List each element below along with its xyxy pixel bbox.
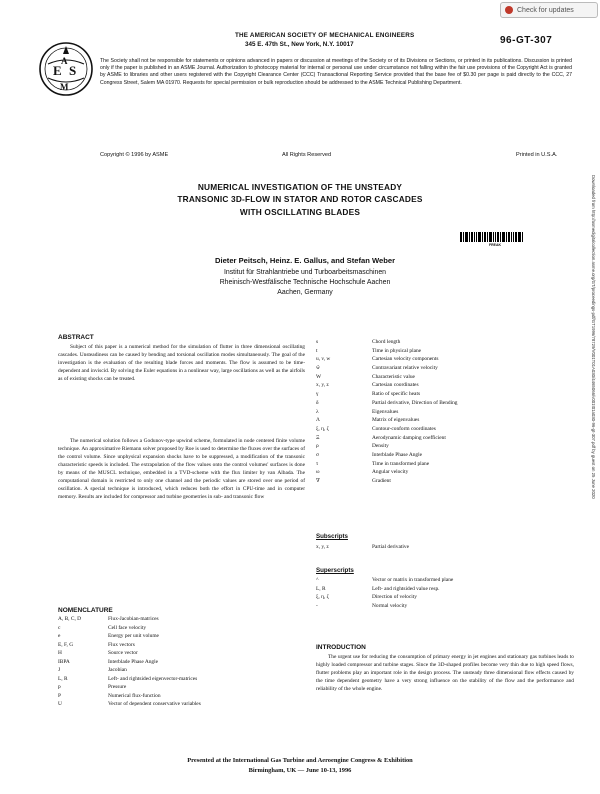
footer-line-1: Presented at the International Gas Turbine and Aeroengine Congress & Exhibition <box>187 757 413 764</box>
symbol: p <box>58 684 61 690</box>
symbol: Λ <box>316 417 320 424</box>
copyright: Copyright © 1996 by ASME <box>100 152 169 158</box>
symbol-row <box>316 416 566 425</box>
symbol-definition: Density <box>372 443 389 450</box>
symbol: ω <box>316 469 320 476</box>
conference-footer <box>100 756 500 775</box>
symbol-row <box>316 602 566 611</box>
symbol-definition: Ratio of specific heats <box>372 391 421 398</box>
symbol: t <box>316 347 318 354</box>
symbol-row <box>316 355 566 364</box>
svg-text:E: E <box>53 63 62 78</box>
symbol: x, y, z <box>316 544 329 550</box>
symbol-definition: Left- and rightsided eigenvector-matrices <box>108 675 198 682</box>
symbol-row <box>316 434 566 443</box>
symbol-definition: Interblade Phase Angle <box>108 658 158 665</box>
symbol-row <box>58 700 308 709</box>
nomenclature-heading: NOMENCLATURE <box>58 607 113 614</box>
disclaimer: The Society shall not be responsible for statements or opinions advanced in papers or discussion at meetings of the Society or of its Divisions or Sections, or printed in its publications. Discussion is printed only if the paper is published in an ASME Journal. Authorization to photocopy material for internal or personal use under circumstance not falling within the fair use provisions of the Copyright Act is granted by ASME to libraries and other users registered with the Copyright Clearance Center (CCC) Transactional Reporting Service provided that the base fee of $0.30 per page is paid directly to the CCC, 27 Congress Street, Salem MA 01970. Requests for special permission or bulk reproduction should be addressed to the ASME Technical Publishing Department. <box>100 58 572 86</box>
subscripts-heading: Subscripts <box>316 533 348 540</box>
symbol-row <box>58 675 308 684</box>
title-line-2: TRANSONIC 3D-FLOW IN STATOR AND ROTOR CASCADES <box>177 194 423 205</box>
download-notice: Downloaded from http://asmedigitalcollection.asme.org/GT/proceedings-pdf/GT1996/78729/V001T01A030/4465066/v001t01a030-96-gt-307.pdf by guest on 25 June 2020 <box>591 175 596 499</box>
symbol-definition: Partial derivative <box>372 544 409 550</box>
symbol-row <box>316 373 566 382</box>
symbol-definition: Contravariant relative velocity <box>372 365 438 372</box>
symbol: s <box>316 339 319 345</box>
symbol-definition: Time in transformed plane <box>372 460 430 467</box>
svg-text:M: M <box>60 82 69 92</box>
svg-text:S: S <box>69 63 77 78</box>
symbol-row <box>316 593 566 602</box>
symbol-definition: Interblade Phase Angle <box>372 451 422 458</box>
barcode <box>460 232 538 242</box>
symbol-definition: Flux vectors <box>108 641 135 648</box>
symbol-definition: Characteristic value <box>372 373 415 380</box>
affiliation <box>150 268 460 298</box>
abstract-heading: ABSTRACT <box>58 334 94 341</box>
symbol: Ξ <box>316 434 320 441</box>
subscripts-list <box>316 543 566 552</box>
symbol: τ <box>316 460 319 467</box>
symbol-row <box>316 408 566 417</box>
symbol: ξ, η, ζ <box>316 425 329 432</box>
symbol-definition: Normal velocity <box>372 603 408 610</box>
symbol-row <box>58 683 308 692</box>
org-address: 345 E. 47th St., New York, N.Y. 10017 <box>245 41 354 48</box>
symbol: w̃ <box>316 365 320 372</box>
symbol-definition: Vector or matrix in transformed plane <box>372 577 454 583</box>
symbol: c <box>58 624 61 631</box>
authors: Dieter Peitsch, Heinz. E. Gallus, and Stefan Weber <box>214 256 396 265</box>
symbol-row <box>316 543 566 552</box>
asme-logo <box>36 34 96 104</box>
symbol-definition: Eigenvalues <box>372 408 399 415</box>
org-name: THE AMERICAN SOCIETY OF MECHANICAL ENGINEERS <box>235 32 415 39</box>
footer-line-2: Birmingham, UK — June 10-13, 1996 <box>248 766 352 774</box>
symbol-row <box>58 641 308 650</box>
symbol-row <box>316 585 566 594</box>
symbol-row <box>58 649 308 658</box>
symbol: ξ, η, ζ <box>316 594 329 601</box>
symbol-row <box>58 632 308 641</box>
symbol: L, R <box>316 585 326 592</box>
abstract-paragraph-1: Subject of this paper is a numerical method for the simulation of flutter in three dimensional oscillating cascades. Unsteadiness can be caused by bending and torsional oscillation modes simultaneously. The goal of the investigation is the evaluation of the resulting blade forces and moments. The flow is assumed to be time-dependent and inviscid. By solving the Euler equations in a nonlinear way, large oscillations as well as the airfoils as of existing shocks can be treated. <box>58 344 305 382</box>
symbol-row <box>316 576 566 585</box>
symbol-row <box>316 468 566 477</box>
symbol-definition: Contour-conform coordinates <box>372 425 436 432</box>
symbols-list <box>316 338 566 486</box>
symbol-definition: Jacobian <box>108 667 127 673</box>
symbol: ^ <box>316 577 319 583</box>
rights-reserved: All Rights Reserved <box>282 152 332 158</box>
symbol: H <box>58 650 62 656</box>
symbol-definition: Chord length <box>372 339 401 345</box>
symbol-row <box>316 460 566 469</box>
abstract-paragraph-2: The numerical solution follows a Godunov-type upwind scheme, formulated in node centered finite volume technique. An approximative Riemann solver proposed by Roe is used to determine the fluxes over the surfaces of the control volume. Since unphysical expansion shocks have to be suppressed, a modification of the transonic characteristic speeds is included. The extrapolation of the flow values onto the control volumes' surfaces is done by means of the MUSCL technique, embedded in a TVD-scheme with the flux limiter by van Albada. The computational domain is restricted to only one channel and the periodic values are stored over one period of oscillation. A special technique is introduced, which reduces both the effort in CPU-time and in computer memory. Results are included for compressor and turbine geometries in sub- and transonic flow <box>58 438 305 500</box>
symbol-definition: Left- and rightsided value resp. <box>372 585 440 592</box>
affiliation-line-3: Aachen, Germany <box>277 289 333 296</box>
symbol-definition: Energy per unit volume <box>108 633 159 639</box>
symbol: A, B, C, D <box>58 616 82 622</box>
symbol: x, y, z <box>316 382 329 389</box>
symbol: λ <box>316 408 319 415</box>
symbol-definition: Cell face velocity <box>108 624 147 631</box>
symbol: E, F, G <box>58 641 74 648</box>
symbol: W <box>316 373 322 380</box>
symbol-row <box>316 451 566 460</box>
symbol: u, v, w <box>316 356 331 363</box>
title-line-3: WITH OSCILLATING BLADES <box>239 206 361 217</box>
svg-text:A: A <box>61 56 68 66</box>
symbol-definition: Angular velocity <box>372 469 409 476</box>
crossmark-icon <box>505 6 513 14</box>
title-line-1: NUMERICAL INVESTIGATION OF THE UNSTEADY <box>197 182 403 192</box>
symbol: ρ <box>316 443 319 450</box>
superscripts-heading: Superscripts <box>316 567 354 574</box>
symbol-definition: Numerical flux-function <box>108 692 161 699</box>
symbol-row <box>58 692 308 701</box>
symbol: U <box>58 701 62 707</box>
barcode-label: FREAK <box>489 243 502 247</box>
introduction-heading: INTRODUCTION <box>316 644 366 651</box>
symbol-definition: Direction of velocity <box>372 594 417 601</box>
symbol-row <box>316 477 566 486</box>
symbol-definition: Gradient <box>372 478 391 484</box>
nomenclature-list <box>58 615 308 709</box>
symbol-definition: Source vector <box>108 650 138 656</box>
symbol-definition: Pressure <box>108 684 127 690</box>
symbol-row <box>58 624 308 633</box>
symbol: δ <box>316 399 319 406</box>
symbol-row <box>58 658 308 667</box>
symbol: - <box>316 603 318 610</box>
affiliation-line-2: Rheinisch-Westfälische Technische Hochschule Aachen <box>219 279 391 286</box>
symbol-definition: Vector of dependent conservative variables <box>108 701 201 707</box>
symbol-row <box>316 381 566 390</box>
symbol: ∇ <box>316 478 320 484</box>
download-side-text <box>588 175 596 675</box>
symbol-row <box>316 347 566 356</box>
symbol-row <box>316 399 566 408</box>
symbol-definition: Cartesian velocity components <box>372 356 439 363</box>
symbol-row <box>316 425 566 434</box>
check-for-updates-label: Check for updates <box>517 6 574 14</box>
symbol: σ <box>316 451 319 458</box>
symbol-definition: Cartesian coordinates <box>372 382 419 389</box>
symbol: γ <box>316 391 319 398</box>
symbol: L, R <box>58 675 68 682</box>
symbol-row <box>58 666 308 675</box>
symbol: J <box>58 667 61 673</box>
introduction-paragraph-1: The urgent use for reducing the consumption of primary energy in jet engines and stationary gas turbines leads to highly loaded compressor and turbine stages. Since the 3D-shaped profiles become very thin due to high speed flows, flutter problems play an important role in the design process. The unsteady three dimensional flow effects caused by the time dependent geometry have a very strong influence on the stability of the flow and the performance and reliability of the whole engine. <box>316 654 574 692</box>
paper-number: 96-GT-307 <box>500 35 553 46</box>
symbol-row <box>316 442 566 451</box>
symbol: P <box>58 692 61 699</box>
symbol-row <box>316 364 566 373</box>
symbol: e <box>58 633 61 639</box>
symbol: IBPA <box>58 658 70 665</box>
symbol-definition: Aerodynamic damping coefficient <box>372 434 446 441</box>
affiliation-line-1: Institut für Strahlantriebe und Turboarbeitsmaschinen <box>223 269 387 276</box>
symbol-row <box>316 390 566 399</box>
symbol-definition: Time in physical plane <box>372 347 422 354</box>
check-for-updates-badge[interactable] <box>500 2 598 18</box>
printed-in: Printed in U.S.A. <box>516 152 558 158</box>
symbol-row <box>58 615 308 624</box>
symbol-definition: Flux-Jacobian-matrices <box>108 616 159 622</box>
symbol-row <box>316 338 566 347</box>
paper-title <box>130 181 470 218</box>
symbol-definition: Partial derivative, Direction of Bending <box>372 399 458 406</box>
symbol-definition: Matrix of eigenvalues <box>372 417 420 424</box>
superscripts-list <box>316 576 566 611</box>
